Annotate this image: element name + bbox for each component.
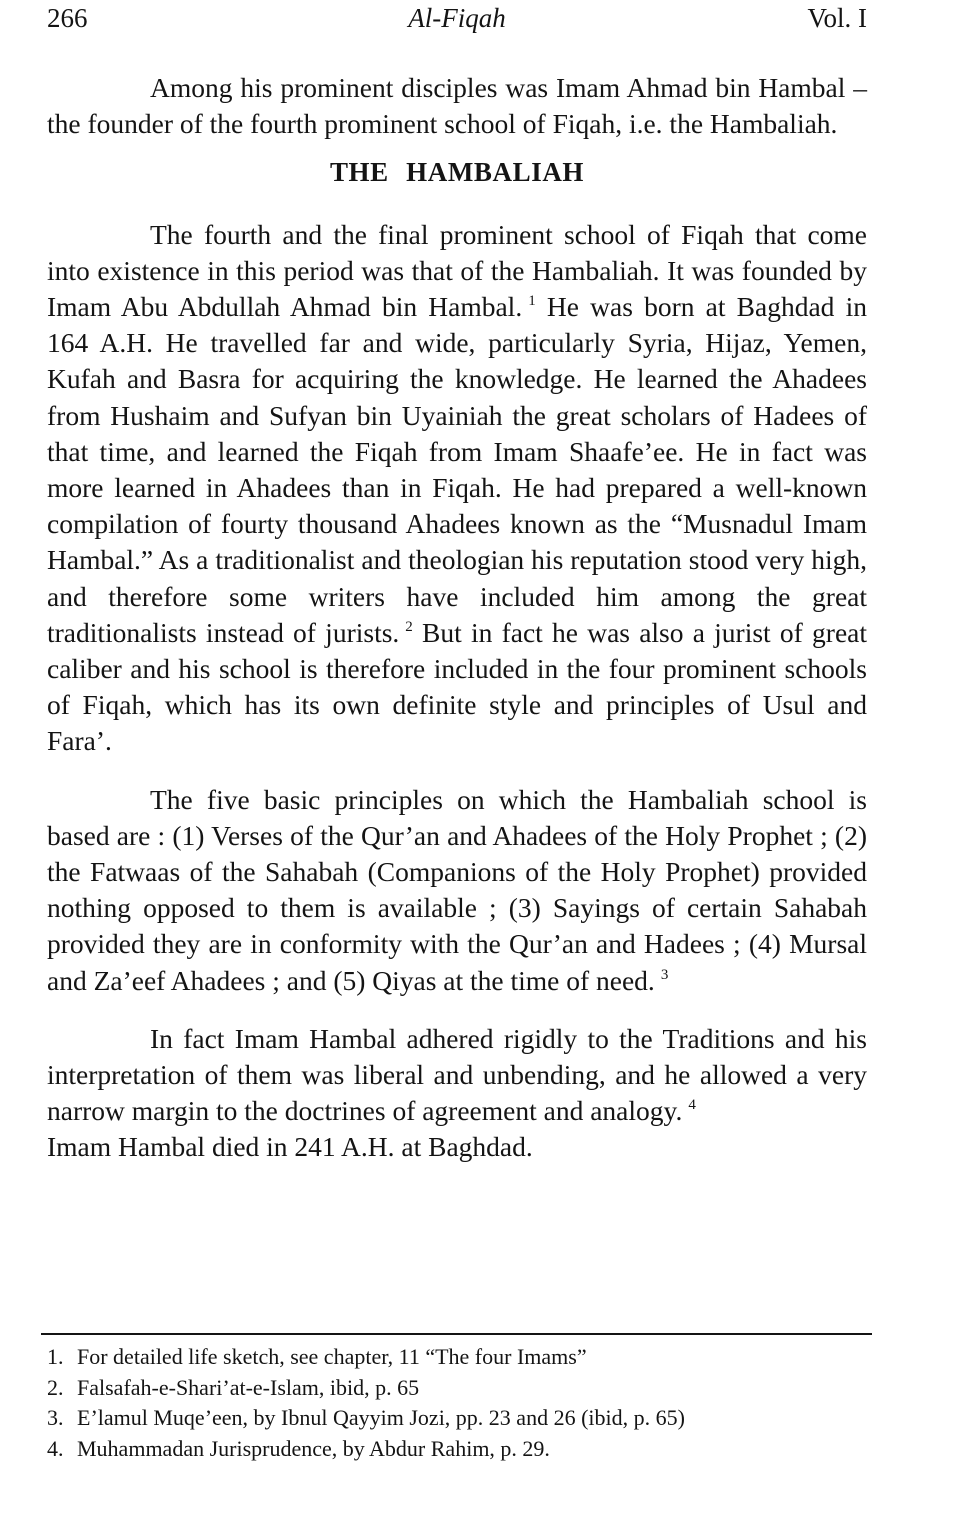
volume-label: Vol. I	[807, 3, 867, 33]
footnote-text: For detailed life sketch, see chapter, 11 “The four Imams”	[77, 1344, 587, 1369]
paragraph-text: In fact Imam Hambal adhered rigidly to the Traditions and his interpretation of them was liberal and unbending, and he allowed a very narrow margin to the doctrines of agreement and analogy.	[47, 1022, 867, 1127]
running-header	[47, 0, 867, 36]
footnote-text: Muhammadan Jurisprudence, by Abdur Rahim, p. 29.	[77, 1435, 550, 1461]
footnote-item	[47, 1434, 877, 1465]
paragraph-traditions	[47, 1021, 867, 1130]
paragraph-text: But in fact he was also a jurist of great caliber and his school is therefore included in the four prominent schools of Fiqah, which has its own definite style and principles of Usul and Fara’.	[47, 616, 868, 757]
paragraph-text: The fourth and the final prominent school of Fiqah that come into existence in this period was that of the Hambaliah. It was founded by Imam Abu Abdullah Ahmad bin Hambal.	[47, 218, 867, 323]
footnote-item	[47, 1373, 877, 1404]
page-number: 266	[47, 3, 88, 33]
paragraph-principles	[47, 782, 867, 999]
footnotes	[47, 1342, 877, 1464]
page-body	[47, 70, 867, 1166]
footnote-number: 1.	[47, 1344, 64, 1369]
footnote-divider	[41, 1333, 872, 1335]
footnote-ref-3: 3	[660, 966, 669, 983]
section-heading: THE HAMBALIAH	[329, 157, 585, 188]
paragraph-text: The five basic principles on which the Hambaliah school is based are : (1) Verses of the Qur’an and Ahadees of the Holy Prophet ; (2) the Fatwaas of the Sahabah (Companions of the Holy Prophet) provided nothing opposed to them is available ; (3) Sayings of certain Sahabah provided they are in conformity with the Qur’an and Hadees ; (4) Mursal and Za’eef Ahadees ; and (5) Qiyas at the time of need.	[47, 783, 867, 996]
footnote-text: Falsafah-e-Shari’at-e-Islam, ibid, p. 65	[77, 1374, 420, 1400]
paragraph-gap	[47, 760, 867, 782]
footnote-number: 3.	[47, 1405, 64, 1430]
death-line: Imam Hambal died in 241 A.H. at Baghdad.	[47, 1131, 533, 1163]
footnote-ref-4: 4	[688, 1097, 696, 1114]
footnote-item	[47, 1342, 877, 1373]
book-title: Al-Fiqah	[408, 3, 506, 33]
intro-paragraph: Among his prominent disciples was Imam Ahmad bin Hambal – the founder of the fourth prominent school of Fiqah, i.e. the Hambaliah.	[47, 72, 867, 140]
paragraph-gap	[47, 999, 867, 1021]
footnote-number: 2.	[47, 1374, 64, 1400]
paragraph-hambaliah-history	[47, 217, 867, 760]
footnote-text: E’lamul Muqe’een, by Ibnul Qayyim Jozi, pp. 23 and 26 (ibid, p. 65)	[77, 1405, 685, 1430]
paragraph-text: He was born at Baghdad in 164 A.H. He travelled far and wide, particularly Syria, Hijaz, Yemen, Kufah and Basra for acquiring the knowledge. He learned the Ahadees from Hushaim and Sufyan bin Uyainiah the great scholars of Hadees of that time, and learned the Fiqah from Imam Shaafe’ee. He in fact was more learned in Ahadees than in Fiqah. He had prepared a well-known compilation of fourty thousand Ahadees known as the “Musnadul Imam Hambal.” As a traditionalist and theologian his reputation stood very high, and therefore some writers have included him among the great traditionalists instead of jurists.	[47, 291, 868, 648]
footnote-ref-2: 2	[405, 618, 413, 635]
footnote-number: 4.	[47, 1435, 64, 1461]
footnote-ref-1: 1	[528, 293, 536, 310]
footnote-item	[47, 1403, 877, 1434]
